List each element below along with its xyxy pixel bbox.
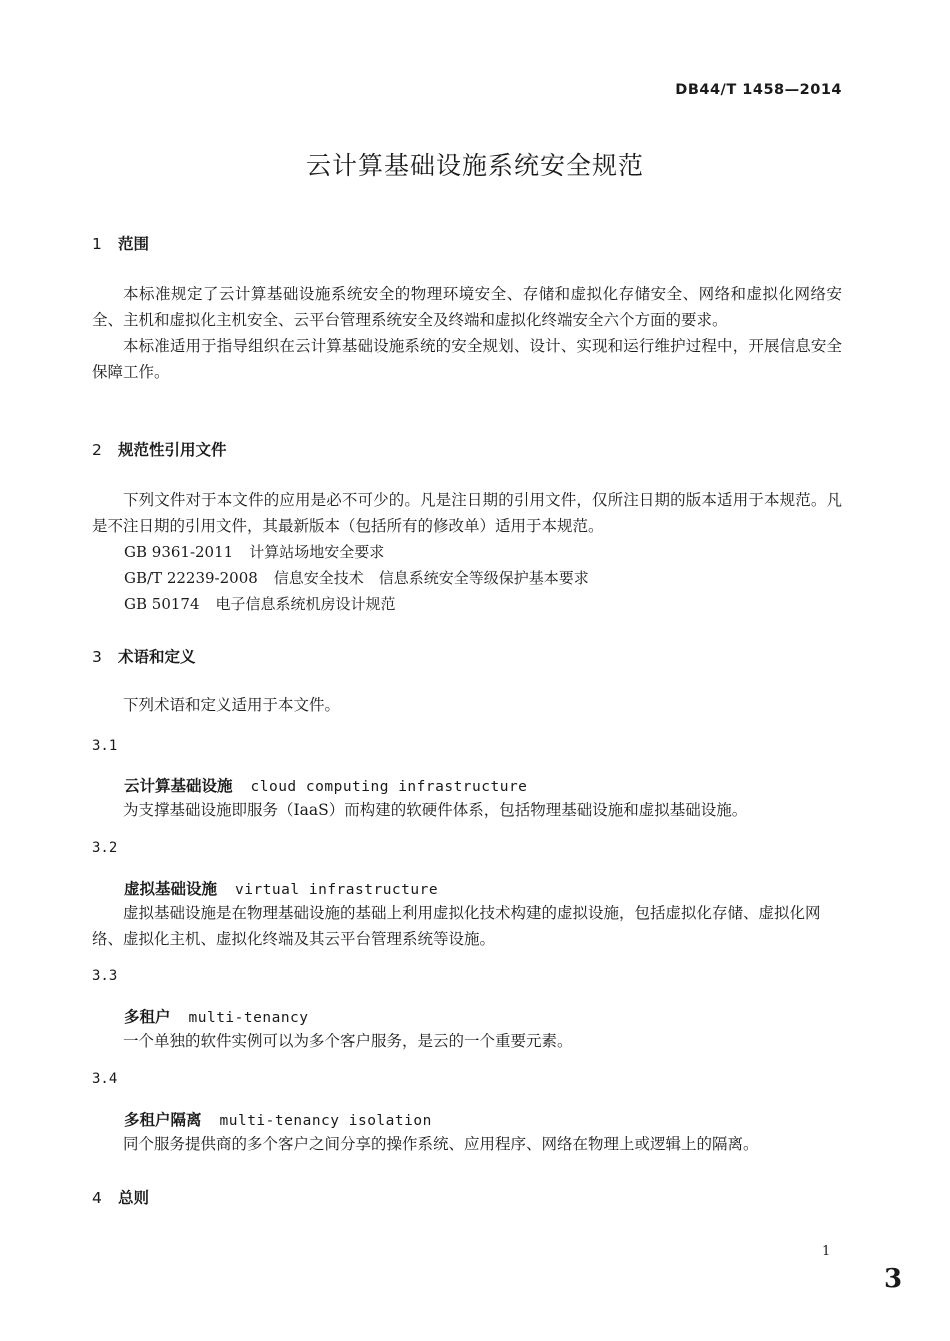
reference-code: GB/T 22239-2008 bbox=[124, 569, 258, 587]
term-chinese: 多租户隔离 bbox=[124, 1111, 202, 1129]
term-chinese: 云计算基础设施 bbox=[124, 777, 233, 795]
term-definition bbox=[92, 1028, 842, 1054]
section-number: 3 bbox=[92, 648, 102, 666]
section-2-body bbox=[92, 487, 842, 539]
section-title: 规范性引用文件 bbox=[118, 441, 227, 459]
term-number: 3.2 bbox=[92, 840, 118, 856]
section-heading-1 bbox=[92, 232, 149, 254]
term-number: 3.3 bbox=[92, 968, 118, 984]
page-number: 1 bbox=[822, 1244, 831, 1259]
term-english: cloud computing infrastructure bbox=[250, 779, 528, 795]
term-definition bbox=[92, 797, 842, 823]
section-title: 总则 bbox=[118, 1189, 150, 1207]
reference-code: GB 9361-2011 bbox=[124, 543, 234, 561]
term-number: 3.4 bbox=[92, 1071, 118, 1087]
term-entry bbox=[124, 1108, 432, 1130]
definition-text: 同个服务提供商的多个客户之间分享的操作系统、应用程序、网络在物理上或逻辑上的隔离。 bbox=[123, 1135, 759, 1153]
term-english: virtual infrastructure bbox=[235, 882, 439, 898]
paragraph: 下列文件对于本文件的应用是必不可少的。凡是注日期的引用文件，仅所注日期的版本适用于本规范。凡是不注日期的引用文件，其最新版本（包括所有的修改单）适用于本规范。 bbox=[92, 491, 842, 535]
term-number: 3.1 bbox=[92, 738, 118, 754]
term-chinese: 多租户 bbox=[124, 1008, 171, 1026]
paragraph: 本标准适用于指导组织在云计算基础设施系统的安全规划、设计、实现和运行维护过程中，开展信息安全保障工作。 bbox=[92, 337, 842, 381]
section-heading-2 bbox=[92, 438, 227, 460]
section-heading-3 bbox=[92, 645, 196, 667]
corner-mark: 3 bbox=[884, 1264, 903, 1294]
standard-code: DB44/T 1458—2014 bbox=[675, 82, 842, 98]
reference-item bbox=[124, 593, 396, 614]
document-title: 云计算基础设施系统安全规范 bbox=[305, 151, 644, 180]
section-title: 术语和定义 bbox=[118, 648, 196, 666]
paragraph: 下列术语和定义适用于本文件。 bbox=[123, 696, 341, 714]
definition-text: 为支撑基础设施即服务（IaaS）而构建的软硬件体系，包括物理基础设施和虚拟基础设施。 bbox=[123, 801, 748, 819]
reference-code: GB 50174 bbox=[124, 595, 200, 613]
definition-text: 虚拟基础设施是在物理基础设施的基础上利用虚拟化技术构建的虚拟设施，包括虚拟化存储、虚拟化网络、虚拟化主机、虚拟化终端及其云平台管理系统等设施。 bbox=[92, 904, 821, 948]
term-entry bbox=[124, 877, 438, 899]
reference-item bbox=[124, 567, 589, 588]
reference-item bbox=[124, 541, 384, 562]
term-definition bbox=[92, 1131, 842, 1157]
section-3-body bbox=[92, 692, 842, 718]
term-entry bbox=[124, 774, 527, 796]
term-chinese: 虚拟基础设施 bbox=[124, 880, 218, 898]
section-number: 1 bbox=[92, 235, 102, 253]
reference-title: 信息安全技术 信息系统安全等级保护基本要求 bbox=[273, 569, 589, 587]
section-number: 2 bbox=[92, 441, 102, 459]
reference-title: 电子信息系统机房设计规范 bbox=[215, 595, 396, 613]
term-definition bbox=[92, 900, 842, 952]
section-number: 4 bbox=[92, 1189, 102, 1207]
section-title: 范围 bbox=[118, 235, 150, 253]
paragraph: 本标准规定了云计算基础设施系统安全的物理环境安全、存储和虚拟化存储安全、网络和虚拟化网络安全、主机和虚拟化主机安全、云平台管理系统安全及终端和虚拟化终端安全六个方面的要求。 bbox=[92, 285, 842, 329]
section-1-body bbox=[92, 281, 842, 385]
section-heading-4 bbox=[92, 1186, 149, 1208]
term-english: multi-tenancy bbox=[188, 1010, 309, 1026]
term-entry bbox=[124, 1005, 309, 1027]
definition-text: 一个单独的软件实例可以为多个客户服务，是云的一个重要元素。 bbox=[123, 1032, 573, 1050]
term-english: multi-tenancy isolation bbox=[219, 1113, 432, 1129]
reference-title: 计算站场地安全要求 bbox=[249, 543, 385, 561]
